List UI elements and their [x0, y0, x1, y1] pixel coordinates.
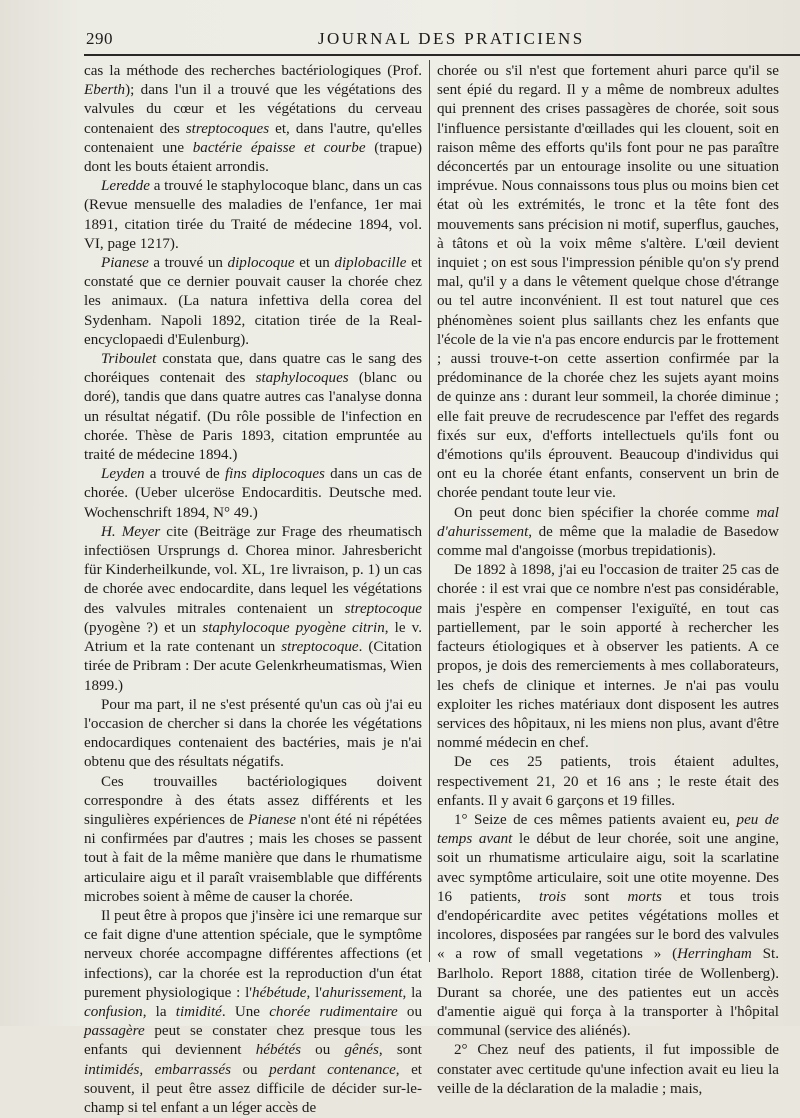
text-run: , la	[402, 984, 422, 1001]
italic-text: streptocoques	[185, 120, 270, 137]
page-number: 290	[86, 29, 113, 48]
text-run: ou	[300, 1042, 345, 1059]
paragraph	[437, 811, 779, 1041]
paragraph	[84, 465, 422, 523]
italic-text: passagère	[84, 1023, 145, 1040]
italic-text: Leyden	[101, 466, 145, 483]
paragraph	[437, 504, 779, 562]
italic-text: fins diplocoques	[224, 466, 325, 483]
text-run: peut se constater chez presque tous les enfants qui deviennent	[84, 1023, 422, 1059]
text-run: et, dans l'autre, qu'elles contenaient une	[84, 120, 422, 156]
italic-text: staphylocoques	[255, 370, 349, 387]
text-run: . Une	[221, 1003, 270, 1020]
text-run: (pyogène ?) et un	[84, 619, 203, 636]
text-run: et constaté que ce dernier pouvait causer la chorée chez les animaux. (La natura infettiva della corea del Sydenham. Napoli 1892, citation tirée de la Real-encyclopaedi d'Eulenburg).	[84, 255, 422, 348]
italic-text: bactérie épaisse et courbe	[192, 139, 366, 156]
text-run: constata que, dans quatre cas le sang des choréiques contenait des	[84, 351, 422, 387]
paragraph	[84, 254, 422, 350]
text-run: , et souvent, il peut être assez difficile de décider sur-le-champ si tel enfant a un léger accès de	[84, 1061, 422, 1116]
text-run: Il peut être à propos que j'insère ici une remarque sur ce fait digne d'une attention spéciale, que le symptôme nerveux chorée accompagne différentes affections (et infections), car la chorée est la reproduction d'un état purement physiologique : l'	[84, 907, 422, 1001]
paragraph	[437, 1041, 779, 1099]
text-run: ); dans l'un il a trouvé que les végétations des valvules du cœur et les végétations du cerveau contenaient des	[84, 82, 422, 137]
text-run: St. Barlholo. Report 1888, citation tirée de Wollenberg). Durant sa chorée, une des patientes eut un accès d'amentie aiguë qui força à la transporter à l'hôpital communal (service des aliénés).	[437, 946, 779, 1040]
italic-text: Triboulet	[101, 351, 157, 368]
paragraph	[84, 350, 422, 465]
paragraph	[84, 696, 422, 773]
paragraph	[84, 907, 422, 1118]
text-run: , sont	[378, 1042, 422, 1059]
text-run: Ces trouvailles bactériologiques doivent correspondre à des états assez différents et les singulières expériences de	[84, 773, 422, 828]
italic-text: peu de temps avant	[437, 811, 779, 848]
italic-text: hébétude	[252, 984, 307, 1001]
italic-text: ahurissement	[322, 984, 403, 1001]
right-column	[437, 62, 779, 1099]
text-run: 1° Seize de ces mêmes patients avaient eu,	[454, 811, 737, 828]
italic-text: Eberth	[84, 82, 126, 99]
text-run: n'ont été ni répétées ni confirmées par d'autres ; mais les choses se passent tout à fait de la même manière que dans le rhumatisme articulaire aigu et il paraît vraisemblable que différents microbes soient à même de causer la chorée.	[84, 811, 422, 905]
text-run: De ces 25 patients, trois étaient adultes, respectivement 21, 20 et 16 ans ; le reste était des enfants. Il y avait 6 garçons et 19 filles.	[437, 754, 779, 809]
text-run: a trouvé un	[148, 255, 228, 272]
text-run: ou	[397, 1003, 423, 1020]
paragraph	[84, 177, 422, 254]
italic-text: intimidés, embarrassés	[84, 1061, 231, 1078]
italic-text: streptocoque	[344, 600, 422, 617]
column-divider	[429, 60, 430, 962]
text-run: chorée ou s'il n'est que fortement ahuri parce qu'il se sent épié du regard. Il y a même de nombreux adultes qui prennent des crises passagères de chorée, soit sous l'influence persistante d'œillades qui les clouent, soit en raison même des efforts qu'ils font pour ne pas paraître déconcertés par un entourage insolite ou une situation imprévue. Nous connaissons tous plus ou moins bien cet état où les extrémités, le tronc et la tête font des mouvements sans précision ni motif, superflus, gauches, à tâtons et où la voix même s'altère. L'œil devient inquiet ; on est sous l'impression pénible qu'on s'y prend mal, qu'il y a dans le vêtement quelque chose d'étrange ou tel autre inconvénient. Il est tout naturel que ces phénomènes soient plus saillants chez les enfants que l'école de la vie n'a pas encore endurcis par le frottement ; aussi trouve-t-on cette assertion confirmée par la prédominance de la chorée chez les sujets ayant moins de quinze ans : durant leur sommeil, la chorée diminue ; elle fait preuve de recrudescence par l'effet des regards fixés sur eux, d'efforts intellectuels qu'ils font ou d'émotions qu'ils éprouvent. Beaucoup d'individus qui ont eu la chorée étant enfants, conservent un brin de chorée pendant toute leur vie.	[437, 63, 779, 502]
paragraph	[437, 753, 779, 811]
italic-text: diplobacille	[334, 255, 407, 272]
text-run: sont	[566, 888, 628, 905]
italic-text: H. Meyer	[101, 523, 161, 540]
paragraph	[84, 773, 422, 907]
header-rule	[84, 54, 800, 56]
text-run: a trouvé le staphylocoque blanc, dans un cas (Revue mensuelle des maladies de l'enfance, 1er mai 1891, citation tirée du Traité de médecine 1894, vol. VI, page 1217).	[84, 178, 422, 252]
italic-text: Pianese	[101, 255, 149, 272]
italic-text: timidité	[175, 1003, 222, 1020]
text-run: et un	[294, 255, 335, 272]
paragraph	[437, 62, 779, 504]
page-header	[86, 28, 800, 52]
text-run: , de même que la maladie de Basedow comme mal d'angoisse (morbus trepidationis).	[437, 523, 779, 560]
paragraph	[84, 62, 422, 177]
text-run: , l'	[306, 984, 323, 1001]
text-run: et tous trois d'endopéricardite avec petites végétations molles et incolores, disposées par rangées sur le bord des valvules « a row of small vegetations » (	[437, 888, 779, 963]
text-run: (blanc ou doré), tandis que dans quatre autres cas l'analyse donna un résultat négatif. (Du rôle possible de l'infection en chorée. Thèse de Paris 1893, citation empruntée au traité de médecine 1894.)	[84, 370, 422, 464]
italic-text: Herringham	[677, 946, 752, 963]
running-title: JOURNAL DES PRATICIENS	[318, 29, 585, 48]
text-run: Pour ma part, il ne s'est présenté qu'un cas où j'ai eu l'occasion de chercher si dans la chorée les végétations endocardiques contenaient des bactéries, mais je n'ai obtenu que des résultats négatifs.	[84, 696, 422, 771]
text-run: dans un cas de chorée. (Ueber ulceröse Endocarditis. Deutsche med. Wochenschrift 1894, N° 49.)	[84, 466, 423, 521]
italic-text: streptocoque	[281, 639, 359, 656]
text-run: cite (Beiträge zur Frage des rheumatisch infectiösen Ursprungs d. Chorea minor. Jahresbericht für Kinderheilkunde, vol. XL, 1re livraison, p. 1) un cas de chorée avec endocardite, dans lequel les végétations des valvules mitrales contenaient un	[84, 523, 422, 617]
paragraph	[84, 523, 422, 696]
italic-text: chorée rudimentaire	[269, 1003, 398, 1020]
text-run: , le v. Atrium et la rate contenant un	[84, 619, 422, 656]
text-run: On peut donc bien spécifier la chorée comme	[454, 504, 757, 521]
text-run: ou	[230, 1061, 270, 1078]
italic-text: trois	[538, 888, 567, 905]
text-run: . (Citation tirée de Pribram : Der acute Gelenkrheumatismas, Wien 1899.)	[84, 639, 422, 694]
text-run: De 1892 à 1898, j'ai eu l'occasion de traiter 25 cas de chorée : il est vrai que ce nombre n'est pas considérable, mais j'espère en compenser l'exiguïté, en tout cas partiellement, par le soin apporté à rechercher les facteurs étiologiques et à observer les patients. A ce propos, je dois des remerciements à mes collaborateurs, les chefs de clinique et internes. Je n'ai pas voulu exploiter les riches matériaux dont disposent les autres services des hôpitaux, ni les miens non plus, avant d'être nommé médecin en chef.	[437, 562, 779, 752]
italic-text: Pianese	[248, 811, 296, 828]
italic-text: gênés	[344, 1042, 379, 1059]
italic-text: confusion	[84, 1003, 143, 1020]
left-column	[84, 62, 422, 1118]
text-run: 2° Chez neuf des patients, il fut impossible de constater avec certitude qu'une infection avait eu lieu la veille de la déclaration de la maladie ; mais,	[437, 1042, 779, 1097]
paragraph	[437, 561, 779, 753]
italic-text: morts	[627, 888, 662, 905]
italic-text: diplocoque	[227, 255, 295, 272]
italic-text: staphylocoque pyogène citrin	[202, 619, 385, 636]
text-run: cas la méthode des recherches bactériologiques (Prof.	[84, 63, 422, 79]
text-run: a trouvé de	[144, 466, 225, 483]
italic-text: hébétés	[255, 1042, 301, 1059]
italic-text: perdant contenance	[269, 1061, 396, 1078]
text-run: le début de leur chorée, soit une angine, soit un rhumatisme articulaire aigu, soit la scarlatine avec symptôme articulaire, soit une otite moyenne. Des 16 patients,	[437, 831, 779, 905]
italic-text: Leredde	[101, 178, 150, 195]
text-run: , la	[142, 1003, 176, 1020]
text-run: (trapue) dont les bouts étaient arrondis.	[84, 139, 422, 176]
italic-text: mal d'ahurissement	[437, 504, 779, 540]
